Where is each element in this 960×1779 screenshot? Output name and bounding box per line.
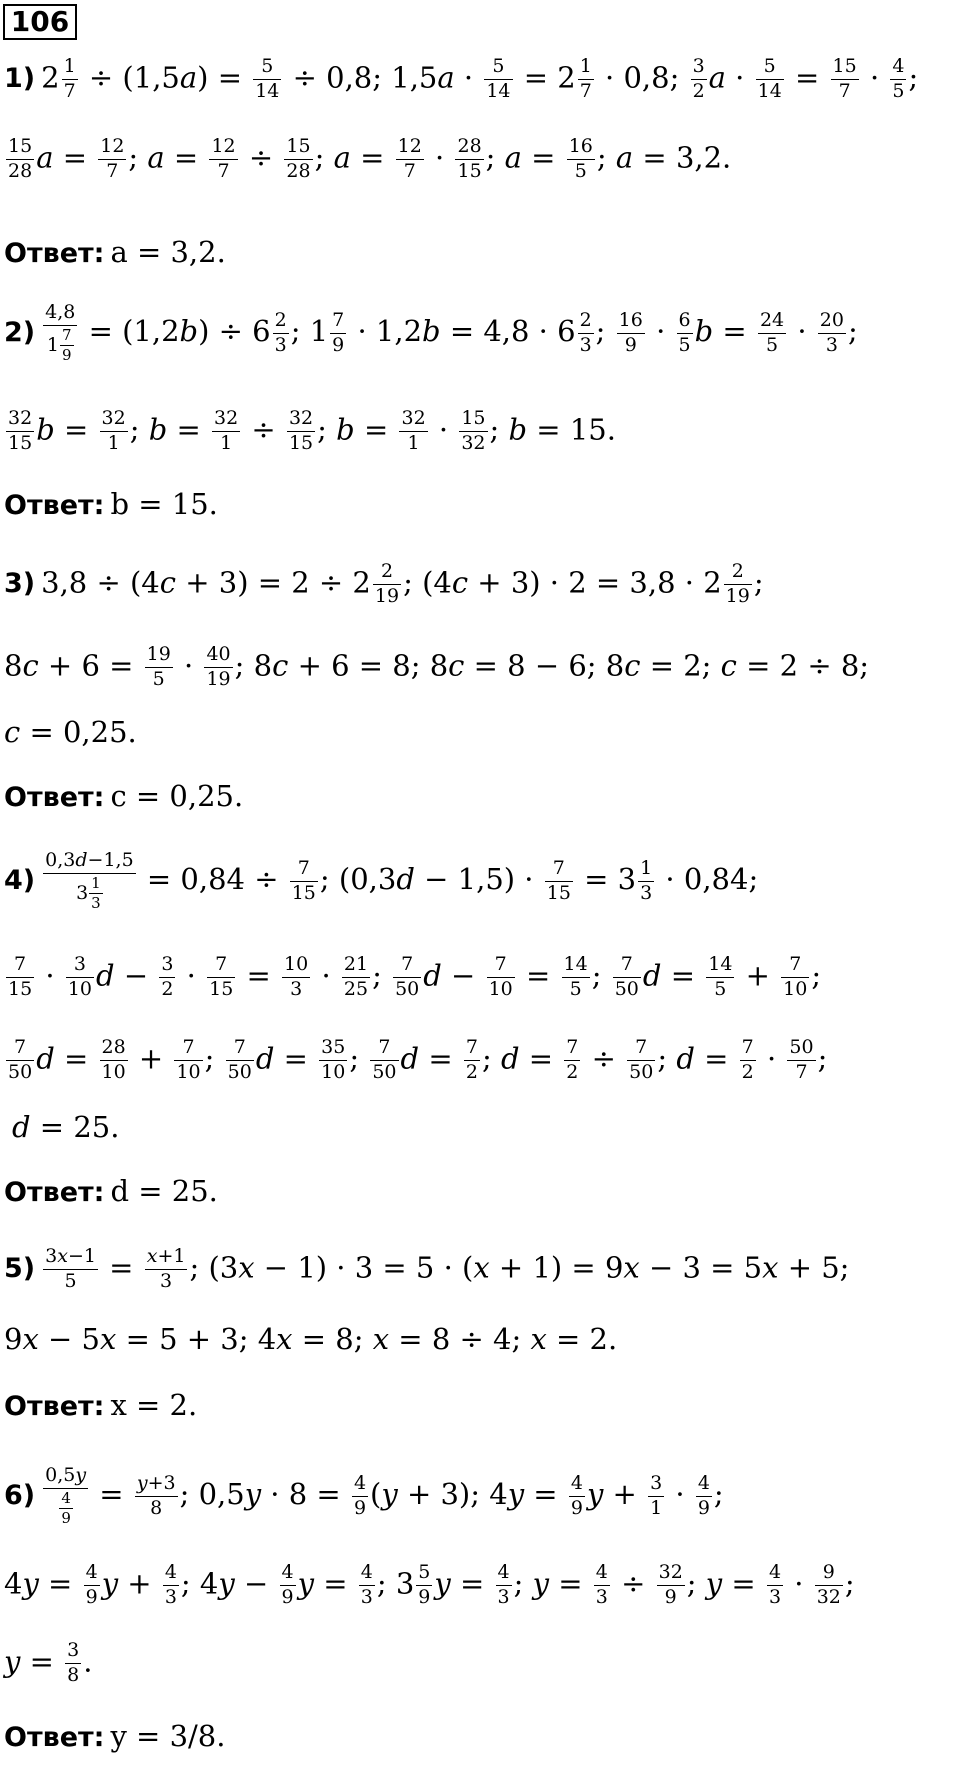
answer-6-value: y = 3/8. (110, 1719, 226, 1753)
answer-1 (4, 235, 226, 269)
problem-4-line-3: $\frac{7}{50}$ d = $\frac{28}{10}$ + $\frac{7}{10}$ ; $\frac{7}{50}$ d = $\frac{35}{10}$ ; $\frac{7}{50}$ d = $\frac{7}{2}$ ; d = $\frac{7}{2}$ ÷ $\frac{7}{50}$ ; d = $\frac{7}{2}$ · $\frac{50}{7}$ ; (8, 1036, 828, 1083)
problem-3-line-2: 8c + 6 = $\frac{19}{5}$ · $\frac{40}{19}$ ; 8c + 6 = 8; 8c = 8 − 6; 8c = 2; c = 2 ÷ 8; (4, 643, 870, 690)
problem-6-label: 6) (4, 1480, 36, 1512)
answer-label: Ответ: (4, 1722, 105, 1753)
problem-4-label: 4) (4, 865, 36, 897)
answer-2-value: b = 15. (110, 487, 218, 521)
answer-label: Ответ: (4, 238, 105, 269)
problem-1-line-1: 1) 2 $\frac{1}{7}$ ÷ (1,5a) = $\frac{5}{14}$ ÷ 0,8; 1,5a · $\frac{5}{14}$ = 2 $\frac{1}{7}$ · 0,8; $\frac{3}{2}$ a · $\frac{5}{14}$ = $\frac{15}{7}$ · $\frac{4}{5}$ ; (4, 55, 919, 102)
answer-1-value: a = 3,2. (110, 235, 226, 269)
problem-1-line-2: $\frac{15}{28}$ a = $\frac{12}{7}$ ; a = $\frac{12}{7}$ ÷ $\frac{15}{28}$ ; a = $\frac{12}{7}$ · $\frac{28}{15}$ ; a = $\frac{16}{5}$ ; a = 3,2. (8, 135, 732, 182)
problem-6-line-1: 6) $\frac{0,5y}{\frac{4}{9}}$ = $\frac{y+3}{8}$ ; 0,5y · 8 = $\frac{4}{9}$ (y + 3); 4y = $\frac{4}{9}$ y + $\frac{3}{1}$ · $\frac{4}{9}$ ; (4, 1464, 724, 1528)
answer-label: Ответ: (4, 1391, 105, 1422)
answer-4-value: d = 25. (110, 1174, 218, 1208)
problem-5-label: 5) (4, 1253, 36, 1285)
problem-6-line-3: y = $\frac{3}{8}$ . (4, 1639, 93, 1686)
problem-3-line-1: 3) 3,8 ÷ (4c + 3) = 2 ÷ 2 $\frac{2}{19}$ ; (4c + 3) · 2 = 3,8 · 2 $\frac{2}{19}$ ; (4, 560, 764, 607)
answer-label: Ответ: (4, 782, 105, 813)
answer-2 (4, 487, 218, 521)
answer-3 (4, 779, 244, 813)
answer-6 (4, 1719, 226, 1753)
answer-5 (4, 1388, 198, 1422)
problem-3-label: 3) (4, 568, 36, 600)
answer-3-value: c = 0,25. (110, 779, 244, 813)
problem-6-line-2: 4y = $\frac{4}{9}$ y + $\frac{4}{3}$ ; 4y − $\frac{4}{9}$ y = $\frac{4}{3}$ ; 3 $\frac{5}{9}$ y = $\frac{4}{3}$ ; y = $\frac{4}{3}$ ÷ $\frac{32}{9}$ ; y = $\frac{4}{3}$ · $\frac{9}{32}$ ; (4, 1561, 855, 1608)
answer-label: Ответ: (4, 1177, 105, 1208)
problem-2-line-1: 2) 4,8 1 $\frac{7}{9}$ = (1,2b) ÷ 6 $\frac{2}{3}$ ; 1 $\frac{7}{9}$ · 1,2b = 4,8 · 6 $\frac{2}{3}$ ; $\frac{16}{9}$ · $\frac{6}{5}$ b = $\frac{24}{5}$ · $\frac{20}{3}$ ; (4, 301, 858, 365)
problem-3-line-3: c = 0,25. (4, 715, 137, 749)
answer-4 (4, 1174, 218, 1208)
problem-number: 106 (3, 4, 77, 40)
problem-2-label: 2) (4, 317, 36, 349)
problem-2-line-2: $\frac{32}{15}$ b = $\frac{32}{1}$ ; b = $\frac{32}{1}$ ÷ $\frac{32}{15}$ ; b = $\frac{32}{1}$ · $\frac{15}{32}$ ; b = 15. (8, 407, 616, 454)
problem-4-line-4: d = 25. (12, 1110, 120, 1144)
problem-5-line-1: 5) $\frac{3x-1}{5}$ = $\frac{x+1}{3}$ ; (3x − 1) · 3 = 5 · (x + 1) = 9x − 3 = 5x + 5; (4, 1245, 850, 1292)
problem-1-label: 1) (4, 63, 36, 95)
problem-5-line-2: 9x − 5x = 5 + 3; 4x = 8; x = 8 ÷ 4; x = 2. (4, 1322, 618, 1356)
answer-label: Ответ: (4, 490, 105, 521)
problem-4-line-2: $\frac{7}{15}$ · $\frac{3}{10}$ d − $\frac{3}{2}$ · $\frac{7}{15}$ = $\frac{10}{3}$ · $\frac{21}{25}$ ; $\frac{7}{50}$ d − $\frac{7}{10}$ = $\frac{14}{5}$ ; $\frac{7}{50}$ d = $\frac{14}{5}$ + $\frac{7}{10}$ ; (8, 953, 822, 1000)
problem-4-line-1: 4) 0,3d−1,5 3 $\frac{1}{3}$ = 0,84 ÷ $\frac{7}{15}$ ; (0,3d − 1,5) · $\frac{7}{15}$ = 3 $\frac{1}{3}$ · 0,84; (4, 849, 759, 913)
answer-5-value: x = 2. (110, 1388, 198, 1422)
